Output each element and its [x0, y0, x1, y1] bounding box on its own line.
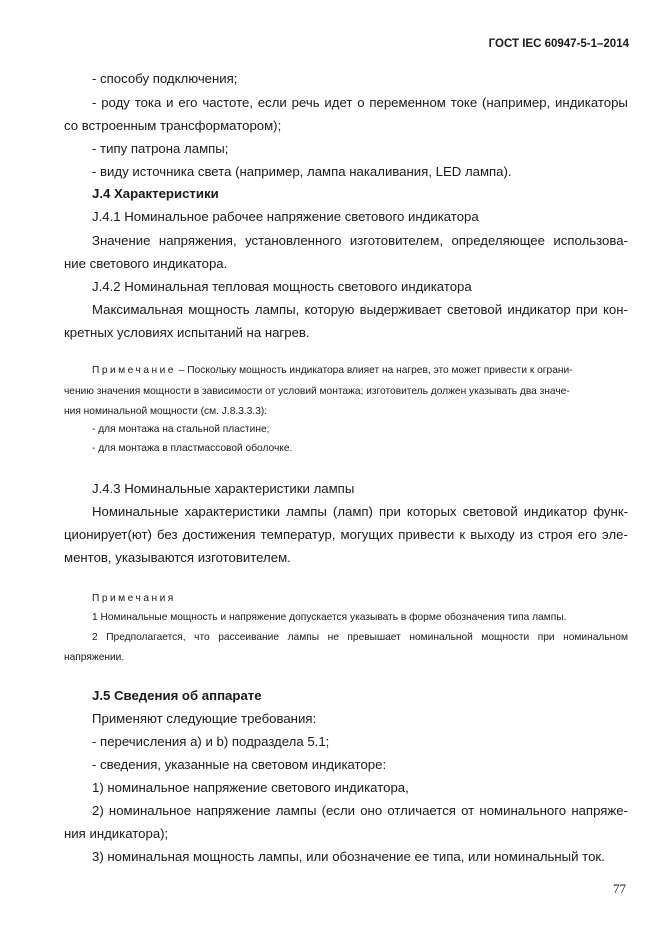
- note-1-text: – Поскольку мощность индикатора влияет на нагрев, это может привести к ограни-: [175, 365, 573, 376]
- paragraph-j43-line3: ментов, указываются изготовителем.: [64, 550, 291, 565]
- paragraph-j41-line1: Значение напряжения, установленного изготовителем, определяющее использова-: [92, 233, 628, 248]
- document-header-code: ГОСТ IEC 60947-5-1–2014: [488, 38, 629, 50]
- list-item-1: 1) номинальное напряжение светового индикатора,: [92, 780, 409, 795]
- notes-2-item1: 1 Номинальные мощность и напряжение допускается указывать в форме обозначения типа лампы.: [92, 612, 567, 623]
- subsection-heading-j43: J.4.3 Номинальные характеристики лампы: [92, 481, 355, 496]
- subsection-heading-j41: J.4.1 Номинальное рабочее напряжение светового индикатора: [92, 209, 479, 224]
- notes-2-label: Примечания: [92, 593, 176, 604]
- note-1-item-steel: - для монтажа на стальной пластине;: [92, 424, 270, 435]
- paragraph-j42-line1: Максимальная мощность лампы, которую выдерживает световой индикатор при кон-: [92, 302, 628, 317]
- paragraph-j41-line2: ние светового индикатора.: [64, 256, 228, 271]
- list-item-2: 2) номинальное напряжение лампы (если оно отличается от номинального напряже-: [92, 803, 628, 818]
- list-item-light-source: - виду источника света (например, лампа накаливания, LED лампа).: [92, 164, 512, 179]
- note-1-line2: чению значения мощности в зависимости от условий монтажа; изготовитель должен указывать два значе-: [64, 386, 570, 397]
- note-1-line3: ния номинальной мощности (см. J.8.3.3.3):: [64, 406, 268, 417]
- list-item-lamp-socket: - типу патрона лампы;: [92, 141, 229, 156]
- notes-2-item2-cont: напряжении.: [64, 652, 125, 663]
- list-item-2-cont: ния индикатора);: [64, 826, 169, 841]
- note-1-line1: [92, 364, 628, 377]
- subsection-heading-j42: J.4.2 Номинальная тепловая мощность светового индикатора: [92, 279, 472, 294]
- section-heading-j5: J.5 Сведения об аппарате: [92, 688, 262, 703]
- paragraph-j42-line2: кретных условиях испытаний на нагрев.: [64, 325, 310, 340]
- paragraph-requirements: Применяют следующие требования:: [92, 711, 317, 726]
- note-1-item-plastic: - для монтажа в пластмассовой оболочке.: [92, 443, 293, 454]
- paragraph-j43-line2: ционирует(ют) без достижения температур, могущих привести к выходу из строя его эле-: [64, 527, 628, 542]
- list-item-connection-method: - способу подключения;: [92, 71, 238, 86]
- section-heading-j4: J.4 Характеристики: [92, 186, 219, 201]
- notes-2-item2: 2 Предполагается, что рассеивание лампы не превышает номинальной мощности при номинальном: [92, 632, 628, 643]
- list-item-current-type-cont: со встроенным трансформатором);: [64, 118, 282, 133]
- list-item-marking: - сведения, указанные на световом индикаторе:: [92, 757, 387, 772]
- paragraph-j43-line1: Номинальные характеристики лампы (ламп) при которых световой индикатор функ-: [92, 504, 628, 519]
- list-item-3: 3) номинальная мощность лампы, или обозначение ее типа, или номинальный ток.: [92, 849, 605, 864]
- list-item-current-type: - роду тока и его частоте, если речь идет о переменном токе (например, индикаторы: [92, 95, 628, 110]
- list-item-enumerations: - перечисления а) и b) подраздела 5.1;: [92, 734, 330, 749]
- page-number: 77: [613, 881, 626, 896]
- note-1-label: Примечание: [92, 365, 176, 376]
